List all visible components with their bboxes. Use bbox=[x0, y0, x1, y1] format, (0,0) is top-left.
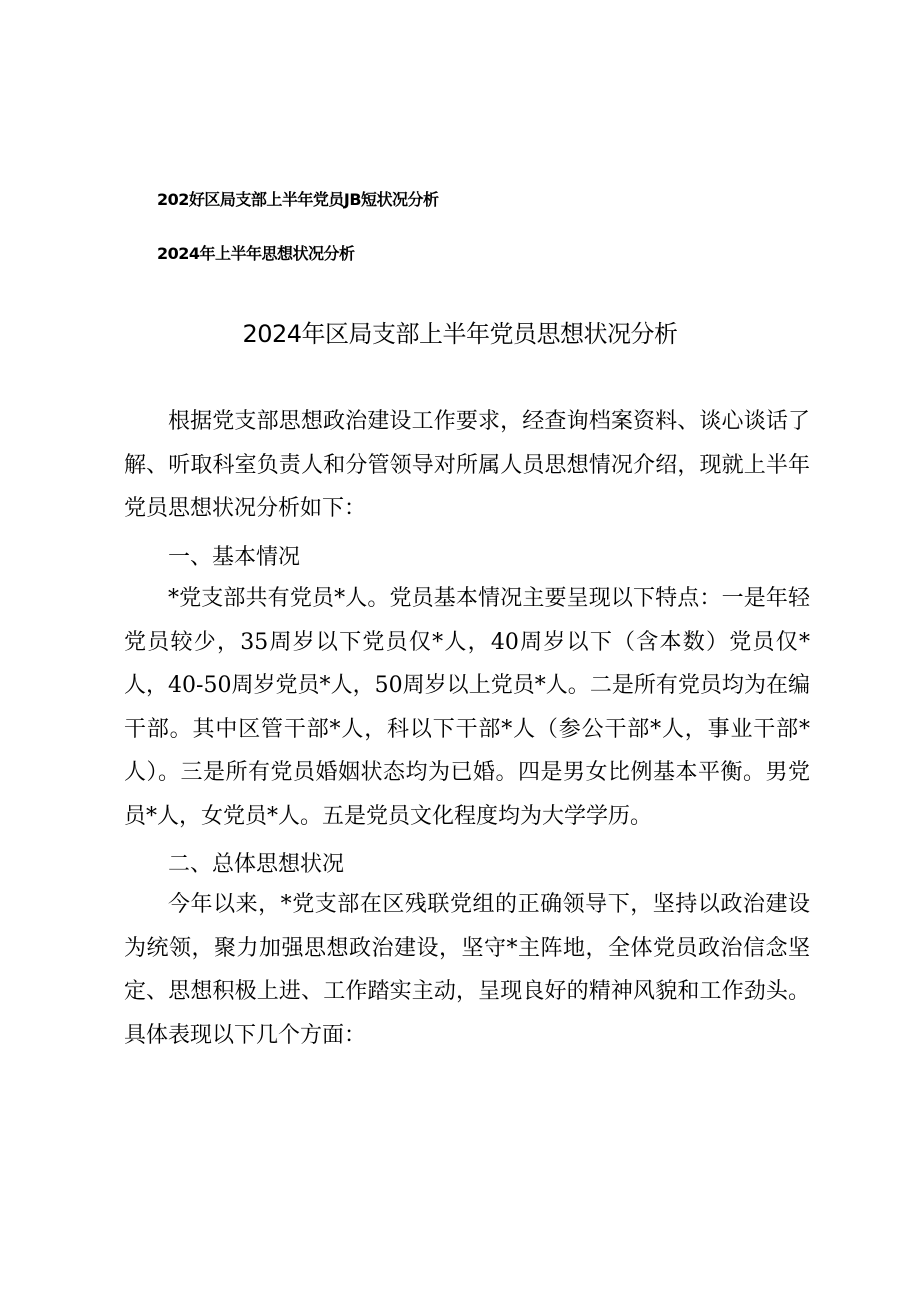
overall-status-paragraph: 今年以来，*党支部在区残联党组的正确领导下，坚持以政治建设为统领，聚力加强思想政治建设，坚守*主阵地，全体党员政治信念坚定、思想积极上进、工作踏实主动，呈现良好的精神风貌和工作劲头。具体表现以下几个方面： bbox=[124, 892, 810, 1048]
toc-line-2: 2024年上半年思想状况分析 bbox=[157, 244, 355, 263]
toc-line-1: 202好区局支部上半年党员JB短状况分析 bbox=[157, 190, 439, 209]
basic-info-paragraph: *党支部共有党员*人。党员基本情况主要呈现以下特点：一是年轻党员较少，35周岁以下党员仅*人，40周岁以下（含本数）党员仅*人，40-50周岁党员*人，50周岁以上党员*人。二是所有党员均为在编干部。其中区管干部*人，科以下干部*人（参公干部*人，事业干部*人）。三是所有党员婚姻状态均为已婚。四是男女比例基本平衡。男党员*人，女党员*人。五是党员文化程度均为大学学历。 bbox=[124, 586, 810, 829]
section-heading-basic-info: 一、基本情况 bbox=[168, 545, 301, 570]
section-heading-overall-status: 二、总体思想状况 bbox=[168, 852, 345, 877]
intro-paragraph: 根据党支部思想政治建设工作要求，经查询档案资料、谈心谈话了解、听取科室负责人和分管领导对所属人员思想情况介绍，现就上半年党员思想状况分析如下： bbox=[124, 409, 810, 521]
document-title: 2024年区局支部上半年党员思想状况分析 bbox=[242, 320, 678, 348]
